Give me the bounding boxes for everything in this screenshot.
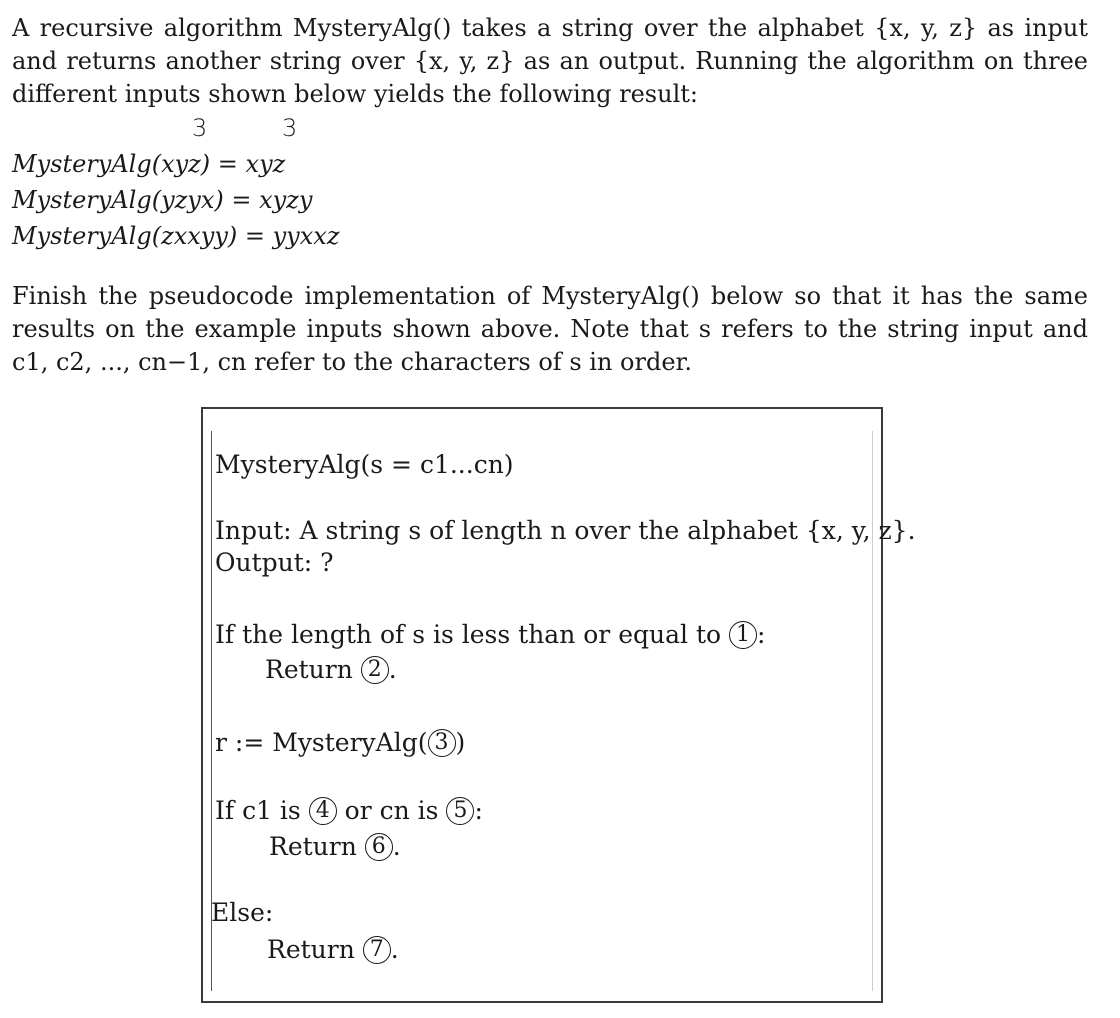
or-cn-text: or cn is xyxy=(344,796,439,825)
input-line: Input: A string s of length n over the alphabet {x, y, z}. xyxy=(215,516,916,545)
assign-line: r := MysteryAlg( 3 ) xyxy=(215,728,466,757)
blank-4: 4 xyxy=(309,797,337,825)
return-label: Return xyxy=(265,655,353,684)
intro-paragraph: A recursive algorithm MysteryAlg() takes a string over the alphabet {x, y, z} as input and returns another string over {x, y, z} as an output. Running the algorithm on three different inputs shown below yields the following result: xyxy=(12,14,1088,108)
blank-3: 3 xyxy=(428,729,456,757)
else-label: Else: xyxy=(211,898,274,927)
return-line-2: Return 6 . xyxy=(269,832,401,861)
handwritten-annotation: 3 xyxy=(282,114,298,142)
blank-1: 1 xyxy=(729,621,757,649)
pseudocode-box xyxy=(201,407,916,1003)
blank-6: 6 xyxy=(365,833,393,861)
blank-5: 5 xyxy=(446,797,474,825)
blank-7: 7 xyxy=(363,936,391,964)
return-label: Return xyxy=(267,935,355,964)
blank-2: 2 xyxy=(361,656,389,684)
if-c1-text: If c1 is xyxy=(215,796,301,825)
output-line: Output: ? xyxy=(215,548,334,577)
example-line: MysteryAlg(xyz) = xyz xyxy=(12,150,286,178)
handwritten-annotation: 3 xyxy=(192,114,208,142)
function-header: MysteryAlg(s = c1...cn) xyxy=(215,450,514,479)
instructions-paragraph: Finish the pseudocode implementation of MysteryAlg() below so that it has the same results on the example inputs shown above. Note that s refers to the string input and c1, c2, ..., cn−1, cn refer to the characters of s in order. xyxy=(12,282,1088,376)
example-line: MysteryAlg(zxxyy) = yyxxz xyxy=(12,222,340,250)
return-line-3: Return 7 . xyxy=(267,935,399,964)
example-line: MysteryAlg(yzyx) = xyzy xyxy=(12,186,313,214)
assign-prefix: r := MysteryAlg( xyxy=(215,728,428,757)
return-label: Return xyxy=(269,832,357,861)
return-line-1: Return 2 . xyxy=(265,655,397,684)
if-length-line: If the length of s is less than or equal to 1 : xyxy=(215,620,766,649)
example-list xyxy=(12,146,339,254)
if-length-text: If the length of s is less than or equal to xyxy=(215,620,722,649)
if-char-line: If c1 is 4 or cn is 5 : xyxy=(215,796,483,825)
